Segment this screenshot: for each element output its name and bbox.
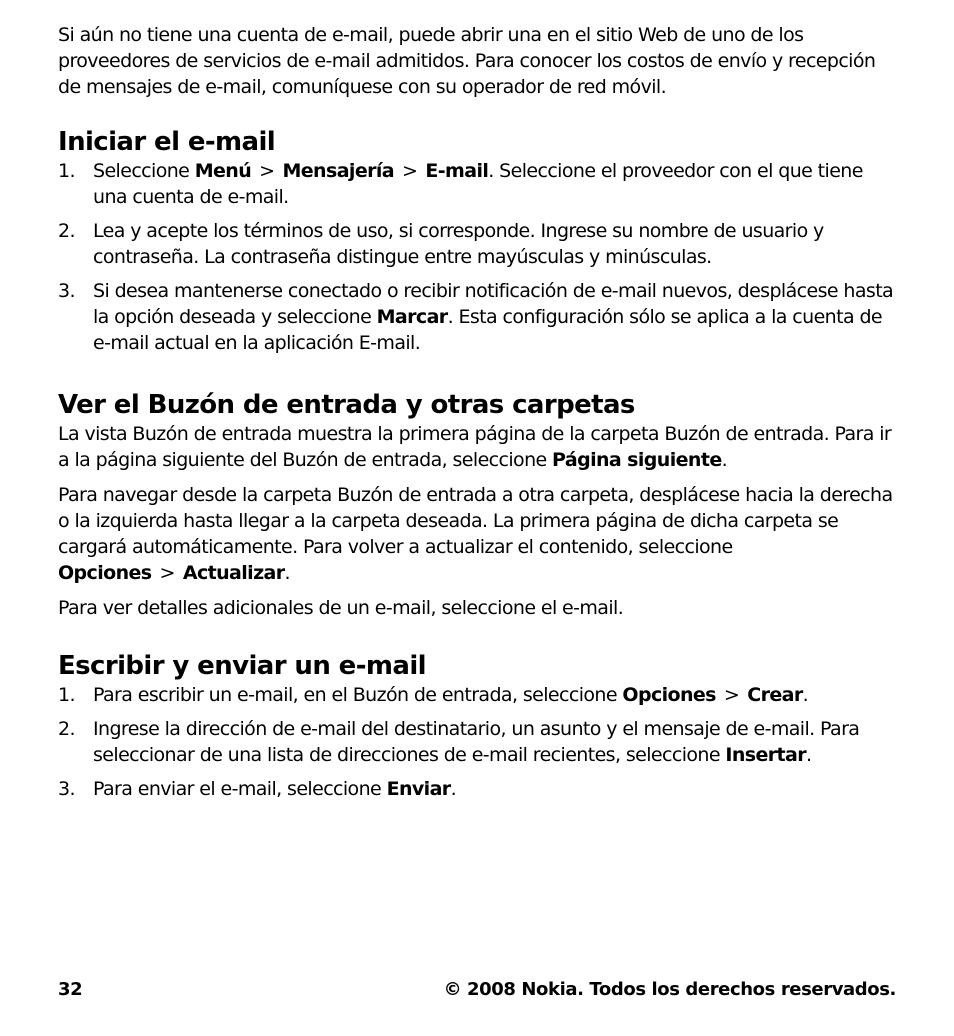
menu-term: Menú (194, 160, 252, 182)
menu-term: Página siguiente (552, 449, 722, 471)
heading-ver-buzon: Ver el Buzón de entrada y otras carpetas (58, 390, 635, 420)
intro-paragraph: Si aún no tiene una cuenta de e-mail, puede abrir una en el sitio Web de uno de los proveedores de servicios de e-mail admitidos. Para conocer los costos de envío y recepción de mensajes de e-mail, comuníquese con su operador de red móvil. (58, 24, 876, 98)
list-item: 3. Para enviar el e-mail, seleccione Enviar. (58, 778, 457, 800)
menu-term: E-mail (425, 160, 489, 182)
menu-term: Opciones (622, 684, 716, 706)
paragraph-navegar-carpetas: Para navegar desde la carpeta Buzón de entrada a otra carpeta, desplácese hacia la derecha o la izquierda hasta llegar a la carpeta deseada. La primera página de dicha carpeta se cargará automáticamente. Para volver a actualizar el contenido, seleccione Opciones > Actualizar. (58, 484, 893, 584)
path-separator: > (723, 684, 740, 706)
path-separator: > (259, 160, 275, 182)
menu-term: Opciones (58, 562, 152, 584)
menu-term: Crear (747, 684, 803, 706)
list-item: 1. Para escribir un e-mail, en el Buzón de entrada, seleccione Opciones > Crear. (58, 684, 809, 706)
menu-term: Marcar (376, 306, 448, 328)
menu-term: Insertar (725, 744, 807, 766)
list-item: 2. Lea y acepte los términos de uso, si corresponde. Ingrese su nombre de usuario y contraseña. La contraseña distingue entre mayúsculas y minúsculas. (58, 220, 824, 268)
path-separator: > (402, 160, 418, 182)
page-content (58, 22, 898, 810)
path-separator: > (159, 562, 175, 584)
heading-iniciar-email: Iniciar el e-mail (58, 127, 276, 157)
copyright-notice: © 2008 Nokia. Todos los derechos reservados. (443, 979, 896, 1000)
paragraph-buzon-vista: La vista Buzón de entrada muestra la primera página de la carpeta Buzón de entrada. Para ir a la página siguiente del Buzón de entrada, seleccione Página siguiente. (58, 423, 892, 471)
list-item: 1. Seleccione Menú > Mensajería > E-mail. Seleccione el proveedor con el que tiene una cuenta de e-mail. (58, 160, 863, 208)
menu-term: Mensajería (282, 160, 395, 182)
menu-term: Enviar (386, 778, 451, 800)
steps-iniciar-email (58, 158, 898, 356)
paragraph-detalles: Para ver detalles adicionales de un e-mail, seleccione el e-mail. (58, 597, 624, 619)
list-item: 2. Ingrese la dirección de e-mail del destinatario, un asunto y el mensaje de e-mail. Para seleccionar de una lista de direcciones de e-mail recientes, seleccione Insertar. (58, 718, 860, 766)
steps-escribir-email (58, 682, 898, 802)
menu-term: Actualizar (182, 562, 285, 584)
list-item: 3. Si desea mantenerse conectado o recibir notificación de e-mail nuevos, desplácese hasta la opción deseada y seleccione Marcar. Esta configuración sólo se aplica a la cuenta de e-mail actual en la aplicación E-mail. (58, 280, 894, 354)
heading-escribir-email: Escribir y enviar un e-mail (58, 651, 426, 681)
page-number: 32 (58, 979, 83, 1000)
